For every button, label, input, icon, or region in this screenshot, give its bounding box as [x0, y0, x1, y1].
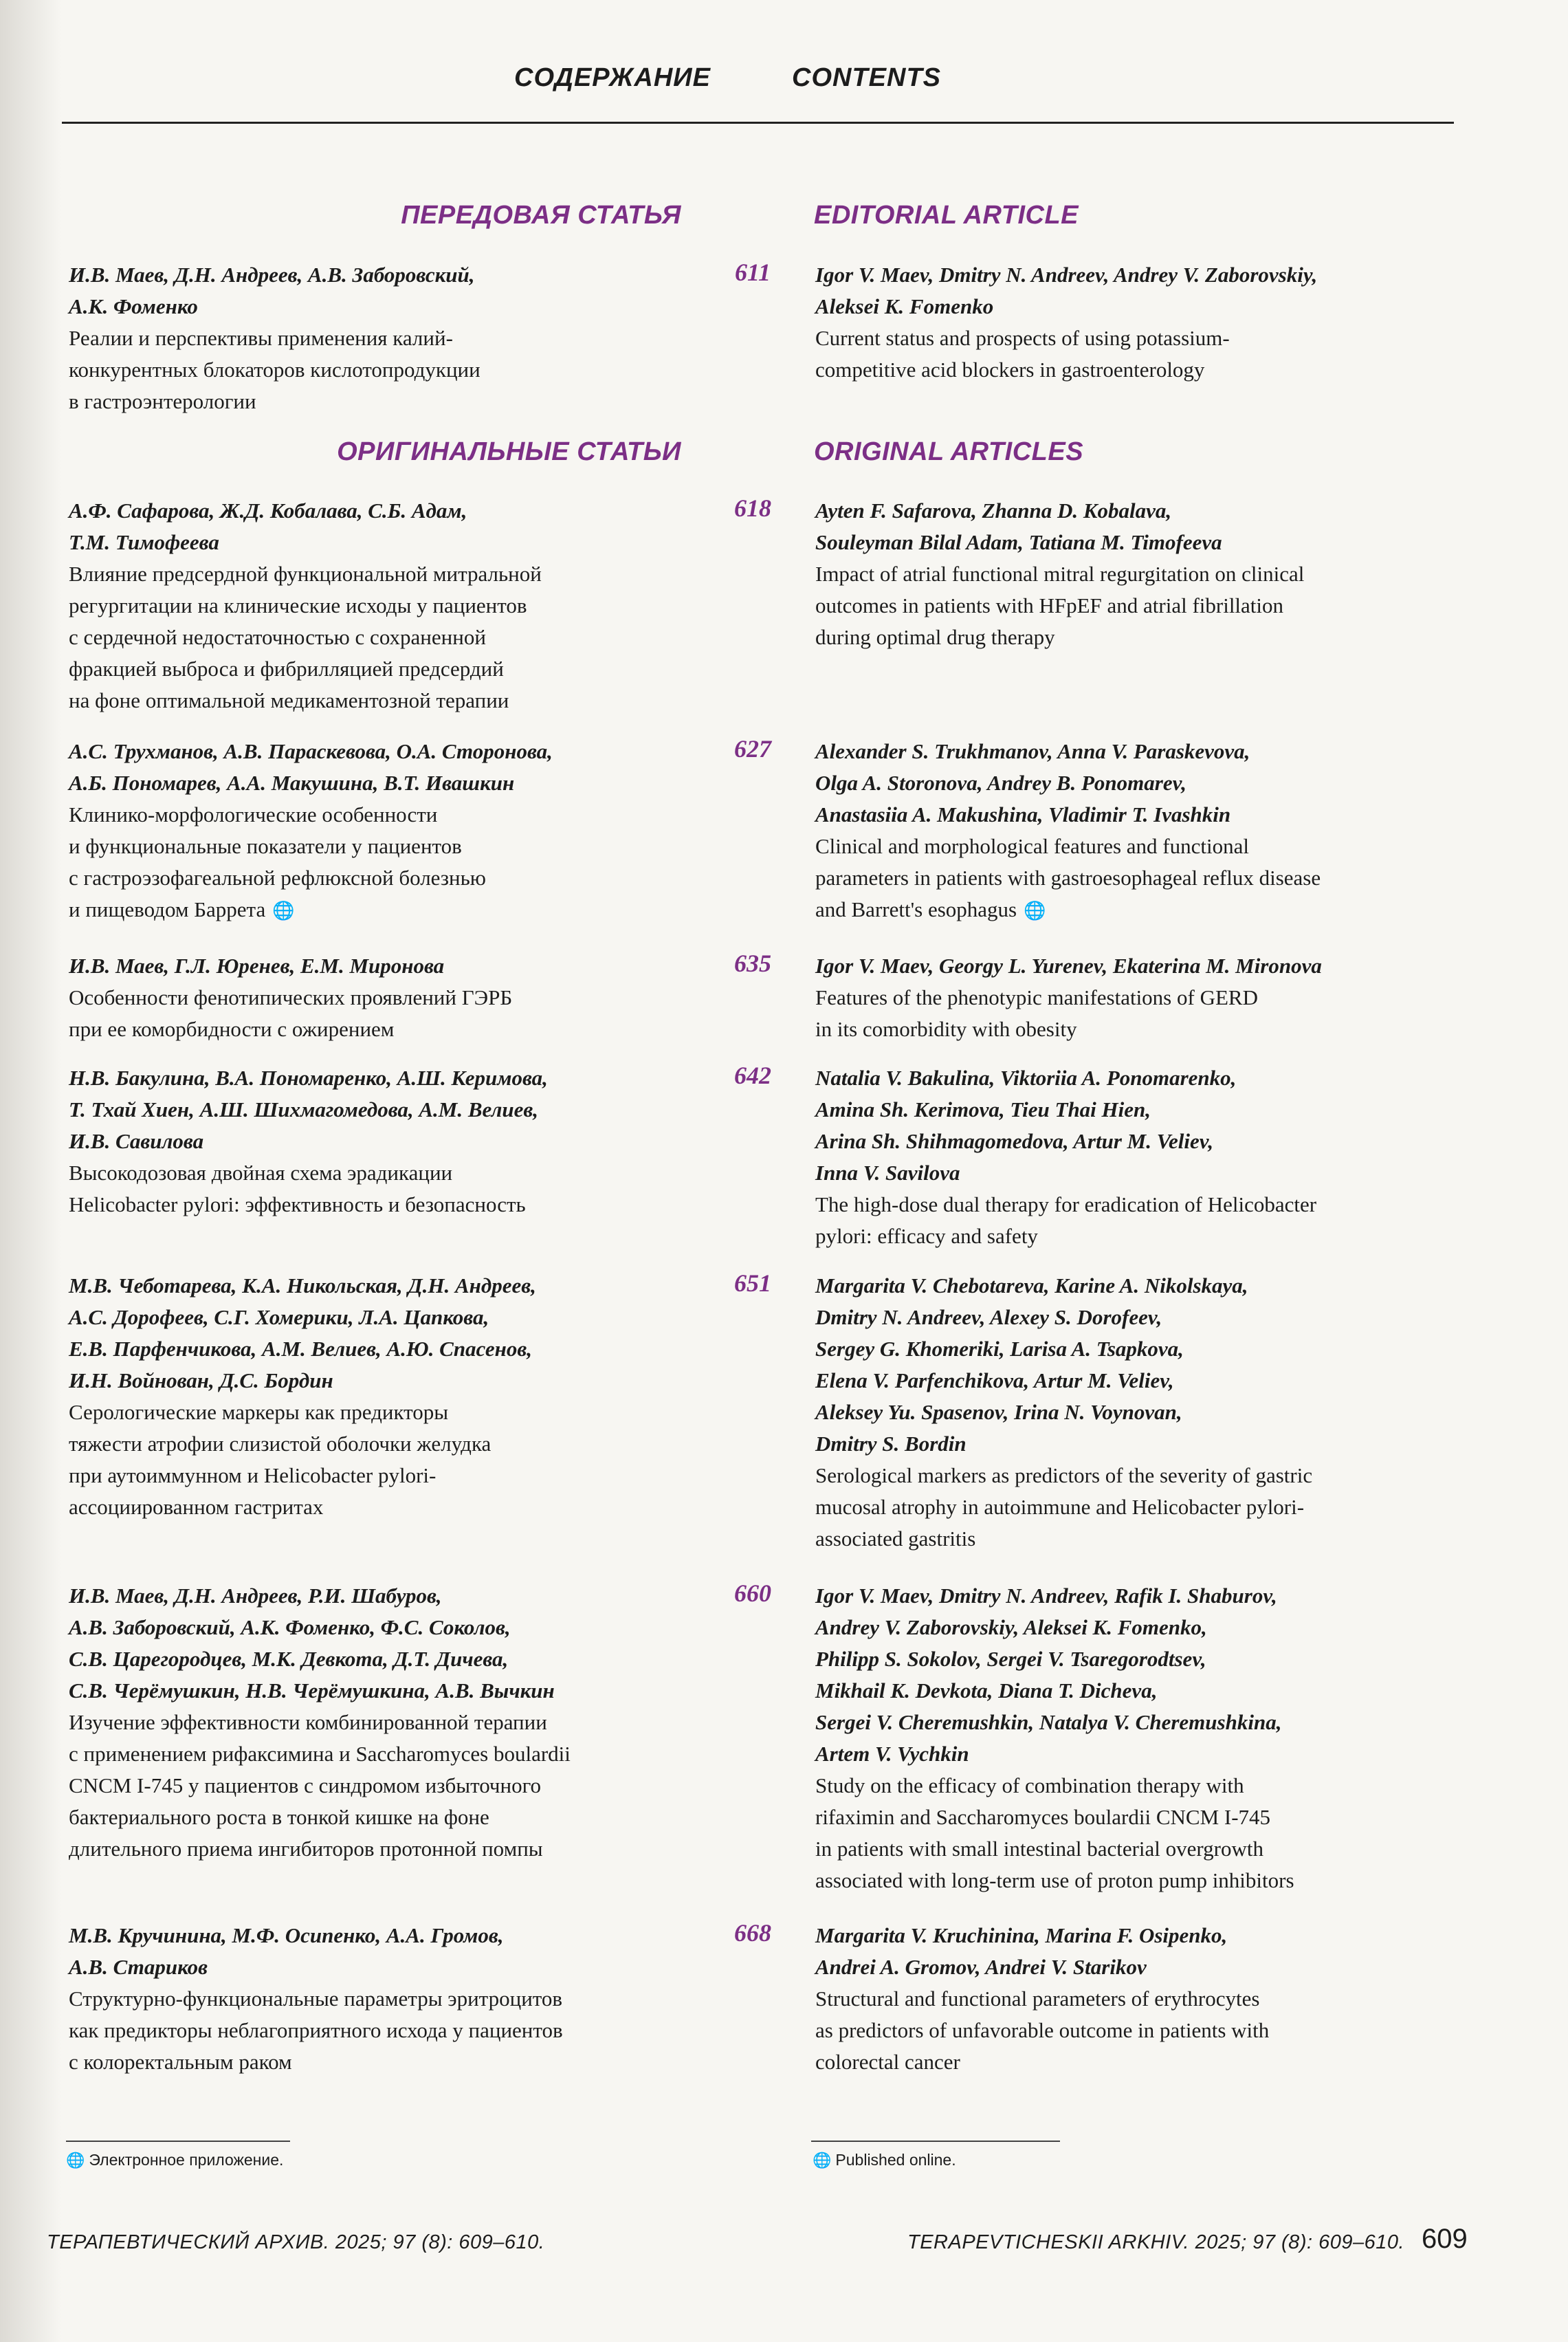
toc-entry-en[interactable]	[815, 1270, 1475, 1555]
entry-title-ru: Структурно-функциональные параметры эритроцитов как предикторы неблагоприятного исхода у пациентов с колоректальным раком	[69, 1987, 563, 2074]
entry-authors-ru: И.В. Маев, Г.Л. Юренев, Е.М. Миронова	[69, 954, 445, 978]
toc-entry-en[interactable]	[815, 495, 1475, 653]
entry-title-en	[815, 831, 1475, 927]
page-number: 609	[1422, 2224, 1468, 2254]
entry-authors-en: Igor V. Maev, Dmitry N. Andreev, Rafik I. Shaburov, Andrey V. Zaborovskiy, Aleksei K. Fomenko, Philipp S. Sokolov, Sergei V. Tsaregorodtsev, Mikhail K. Devkota, Diana T. Dicheva, Sergei V. Cheremushkin, Natalya V. Cheremushkina, Artem V. Vychkin	[815, 1584, 1282, 1766]
entry-authors-en: Margarita V. Chebotareva, Karine A. Nikolskaya, Dmitry N. Andreev, Alexey S. Dorofeev, Sergey G. Khomeriki, Larisa A. Tsapkova, Elena V. Parfenchikova, Artur M. Veliev, Aleksey Yu. Spasenov, Irina N. Voynovan, Dmitry S. Bordin	[815, 1273, 1248, 1456]
entry-page-number[interactable]: 642	[734, 1062, 771, 1089]
entry-authors-ru: М.В. Чеботарева, К.А. Никольская, Д.Н. Андреев, А.С. Дорофеев, С.Г. Хомерики, Л.А. Цапкова, Е.В. Парфенчикова, А.М. Велиев, А.Ю. Спасенов, И.Н. Войнован, Д.С. Бордин	[69, 1273, 536, 1392]
entry-title-en: Serological markers as predictors of the severity of gastric mucosal atrophy in autoimmune and Helicobacter pylori- associated gastritis	[815, 1463, 1313, 1551]
entry-title-ru: Особенности фенотипических проявлений ГЭРБ при ее коморбидности с ожирением	[69, 985, 513, 1041]
toc-entry-ru[interactable]	[69, 259, 701, 417]
entry-title-text: Clinical and morphological features and functional parameters in patients with gastroesophageal reflux disease and Barrett's esophagus	[815, 834, 1321, 921]
entry-authors-ru: И.В. Маев, Д.Н. Андреев, А.В. Заборовский, А.К. Фоменко	[69, 263, 475, 318]
entry-title-en: The high-dose dual therapy for eradication of Helicobacter pylori: efficacy and safety	[815, 1192, 1317, 1248]
entry-title-en: Study on the efficacy of combination therapy with rifaximin and Saccharomyces boulardii CNCM I-745 in patients with small intestinal bacterial overgrowth associated with long-term use of proton pump inhibitors	[815, 1773, 1294, 1892]
entry-authors-ru: А.Ф. Сафарова, Ж.Д. Кобалава, С.Б. Адам, Т.М. Тимофеева	[69, 499, 467, 554]
entry-title-en: Features of the phenotypic manifestations of GERD in its comorbidity with obesity	[815, 985, 1258, 1041]
toc-entry-en[interactable]	[815, 1062, 1475, 1252]
header-divider	[62, 122, 1454, 124]
entry-authors-en: Ayten F. Safarova, Zhanna D. Kobalava, Souleyman Bilal Adam, Tatiana M. Timofeeva	[815, 499, 1222, 554]
entry-page-number[interactable]: 618	[734, 494, 771, 522]
toc-entry-ru[interactable]	[69, 736, 701, 927]
entry-title-text: Клинико-морфологические особенности и функциональные показатели у пациентов с гастроэзофагеальной рефлюксной болезнью и пищеводом Баррета	[69, 802, 486, 921]
entry-title-en: Current status and prospects of using potassium- competitive acid blockers in gastroenterology	[815, 326, 1230, 382]
footnote-ru	[66, 2151, 283, 2169]
globe-icon[interactable]: 🌐	[1024, 901, 1046, 921]
entry-title-ru: Серологические маркеры как предикторы тяжести атрофии слизистой оболочки желудка при аутоиммунном и Helicobacter pylori- ассоциированном гастритах	[69, 1400, 492, 1519]
journal-citation-en: TERAPEVTICHESKII ARKHIV. 2025; 97 (8): 609–610.	[907, 2231, 1405, 2253]
entry-authors-ru: М.В. Кручинина, М.Ф. Осипенко, А.А. Громов, А.В. Стариков	[69, 1923, 504, 1979]
entry-page-number[interactable]: 651	[734, 1269, 771, 1297]
journal-citation-ru: ТЕРАПЕВТИЧЕСКИЙ АРХИВ. 2025; 97 (8): 609–610.	[47, 2231, 545, 2253]
entry-page-number[interactable]: 668	[734, 1919, 771, 1947]
entry-title-en: Structural and functional parameters of erythrocytes as predictors of unfavorable outcome in patients with colorectal cancer	[815, 1987, 1270, 2074]
toc-entry-ru[interactable]	[69, 1920, 701, 2078]
section-original-ru: ОРИГИНАЛЬНЫЕ СТАТЬИ	[337, 437, 681, 466]
entry-title-ru: Влияние предсердной функциональной митральной регургитации на клинические исходы у пациентов с сердечной недостаточностью с сохраненной фракцией выброса и фибрилляцией предсердий на фоне оптимальной медикаментозной терапии	[69, 562, 542, 712]
page-gutter-shadow	[0, 0, 62, 2342]
contents-heading-en: CONTENTS	[792, 63, 941, 92]
footnote-en	[813, 2151, 956, 2169]
contents-heading-ru: СОДЕРЖАНИЕ	[514, 63, 711, 92]
entry-authors-en: Igor V. Maev, Dmitry N. Andreev, Andrey V. Zaborovskiy, Aleksei K. Fomenko	[815, 263, 1318, 318]
entry-title-ru: Изучение эффективности комбинированной терапии с применением рифаксимина и Saccharomyces boulardii CNCM I-745 у пациентов с синдромом избыточного бактериального роста в тонкой кишке на фоне длительного приема ингибиторов протонной помпы	[69, 1710, 571, 1861]
toc-entry-ru[interactable]	[69, 950, 701, 1045]
section-editorial-ru: ПЕРЕДОВАЯ СТАТЬЯ	[401, 201, 681, 230]
entry-authors-en: Margarita V. Kruchinina, Marina F. Osipenko, Andrei A. Gromov, Andrei V. Starikov	[815, 1923, 1228, 1979]
entry-page-number[interactable]: 635	[734, 950, 771, 977]
entry-title-ru: Реалии и перспективы применения калий- конкурентных блокаторов кислотопродукции в гастроэнтерологии	[69, 326, 481, 413]
entry-page-number[interactable]: 611	[734, 259, 771, 286]
toc-entry-en[interactable]	[815, 736, 1475, 927]
entry-title-en: Impact of atrial functional mitral regurgitation on clinical outcomes in patients with HFpEF and atrial fibrillation during optimal drug therapy	[815, 562, 1305, 649]
section-original-en: ORIGINAL ARTICLES	[814, 437, 1084, 466]
toc-entry-en[interactable]	[815, 1580, 1475, 1896]
globe-icon: 🌐	[813, 2152, 832, 2169]
globe-icon[interactable]: 🌐	[272, 901, 295, 921]
toc-entry-en[interactable]	[815, 1920, 1475, 2078]
toc-entry-ru[interactable]	[69, 495, 701, 716]
toc-entry-en[interactable]	[815, 259, 1475, 386]
footnote-rule-ru	[66, 2141, 290, 2142]
footnote-rule-en	[811, 2141, 1060, 2142]
footnote-text-en: Published online.	[835, 2151, 956, 2169]
entry-authors-ru: И.В. Маев, Д.Н. Андреев, Р.И. Шабуров, А.В. Заборовский, А.К. Фоменко, Ф.С. Соколов, С.В. Царегородцев, М.К. Девкота, Д.Т. Дичева, С.В. Черёмушкин, Н.В. Черёмушкина, А.В. Вычкин	[69, 1584, 555, 1703]
globe-icon: 🌐	[66, 2152, 85, 2169]
section-editorial-en: EDITORIAL ARTICLE	[814, 201, 1079, 230]
entry-authors-en: Alexander S. Trukhmanov, Anna V. Paraskevova, Olga A. Storonova, Andrey B. Ponomarev, Anastasiia A. Makushina, Vladimir T. Ivashkin	[815, 739, 1250, 827]
entry-page-number[interactable]: 660	[734, 1579, 771, 1607]
entry-page-number[interactable]: 627	[734, 735, 771, 763]
entry-authors-ru: А.С. Трухманов, А.В. Параскевова, О.А. Сторонова, А.Б. Пономарев, А.А. Макушина, В.Т. Ивашкин	[69, 739, 553, 795]
entry-authors-en: Natalia V. Bakulina, Viktoriia A. Ponomarenko, Amina Sh. Kerimova, Tieu Thai Hien, Arina Sh. Shihmagomedova, Artur M. Veliev, Inna V. Savilova	[815, 1066, 1237, 1185]
toc-entry-en[interactable]	[815, 950, 1475, 1045]
toc-entry-ru[interactable]	[69, 1062, 701, 1221]
entry-authors-en: Igor V. Maev, Georgy L. Yurenev, Ekaterina M. Mironova	[815, 954, 1322, 978]
entry-title-ru	[69, 799, 701, 927]
toc-entry-ru[interactable]	[69, 1580, 701, 1865]
toc-entry-ru[interactable]	[69, 1270, 701, 1523]
footnote-text-ru: Электронное приложение.	[89, 2151, 284, 2169]
entry-title-ru: Высокодозовая двойная схема эрадикации Helicobacter pylori: эффективность и безопасность	[69, 1161, 526, 1216]
entry-authors-ru: Н.В. Бакулина, В.А. Пономаренко, А.Ш. Керимова, Т. Тхай Хиен, А.Ш. Шихмагомедова, А.М. Велиев, И.В. Савилова	[69, 1066, 548, 1153]
